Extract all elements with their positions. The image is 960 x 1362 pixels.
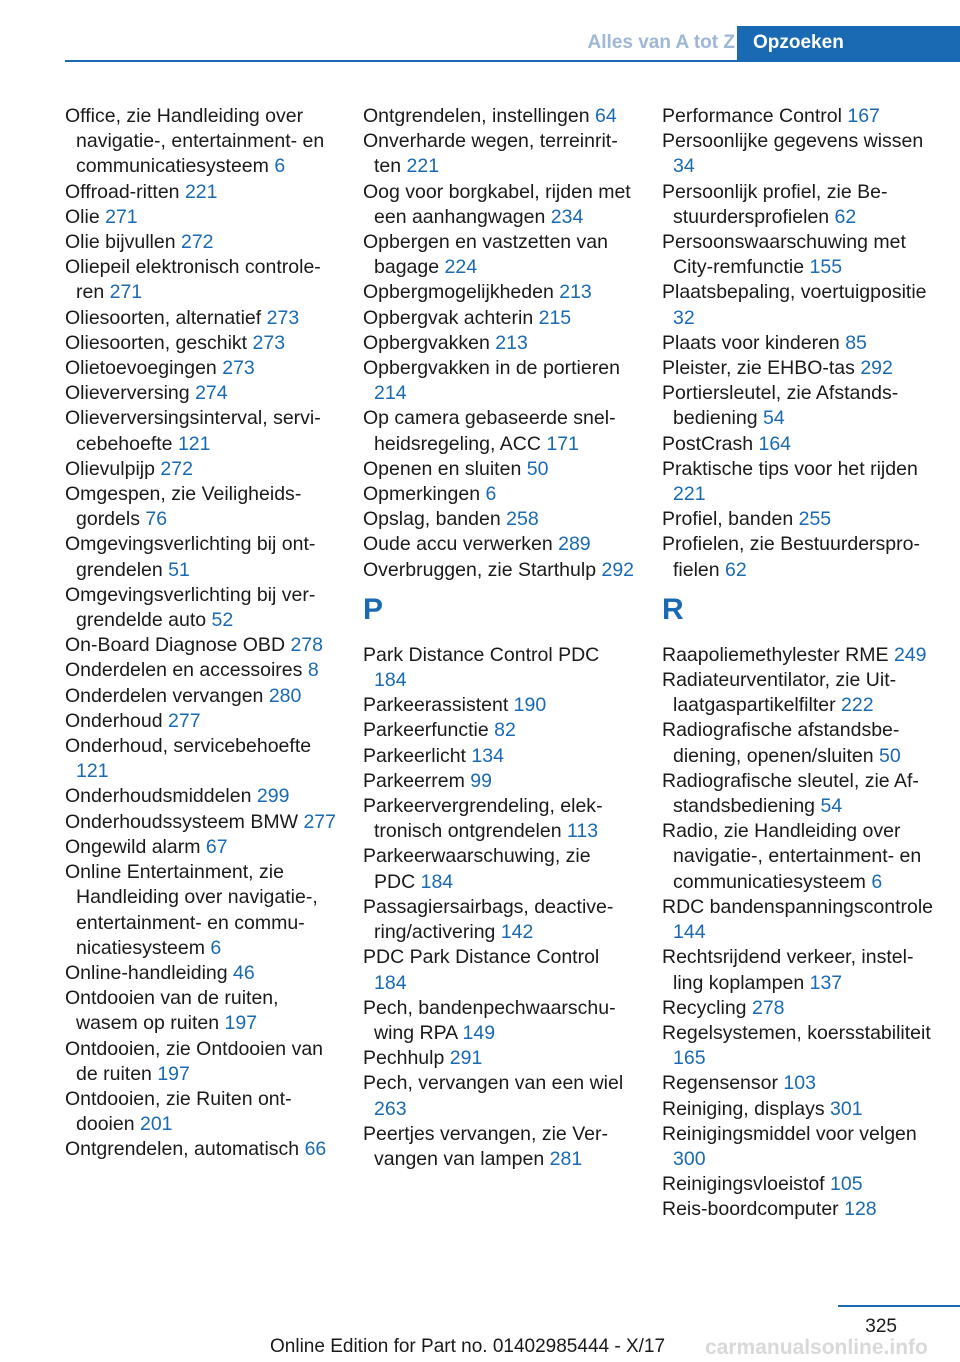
index-entry bbox=[363, 1046, 637, 1071]
index-letter-heading: R bbox=[662, 592, 684, 626]
index-entry bbox=[662, 945, 936, 995]
index-entry bbox=[65, 986, 339, 1036]
index-entry bbox=[662, 230, 936, 280]
page-reference-link[interactable]: 105 bbox=[830, 1173, 863, 1196]
index-entry bbox=[65, 104, 339, 180]
edition-note: Online Edition for Part no. 01402985444 - X/17 bbox=[270, 1336, 666, 1357]
page-reference-link[interactable]: 197 bbox=[157, 1062, 190, 1085]
index-entry-text: Oude accu verwerken bbox=[363, 533, 553, 556]
index-entry-text: Park Distance Control PDC bbox=[363, 643, 600, 666]
page-reference-link[interactable]: 272 bbox=[160, 457, 193, 480]
page-reference-link[interactable]: 299 bbox=[256, 785, 290, 808]
index-entry bbox=[65, 860, 339, 961]
page-reference-link[interactable]: 291 bbox=[449, 1047, 483, 1070]
index-entry bbox=[662, 457, 936, 507]
page-reference-link[interactable]: 273 bbox=[252, 331, 286, 354]
index-column-2 bbox=[363, 104, 637, 1172]
index-entry bbox=[363, 945, 637, 995]
page-reference-link[interactable]: 271 bbox=[105, 205, 138, 228]
index-entry bbox=[662, 356, 936, 381]
page-reference-link[interactable]: 149 bbox=[462, 1021, 496, 1044]
index-entry bbox=[363, 230, 637, 280]
index-entry-text: Oog voor borgkabel, rijden met een aanhangwagen bbox=[363, 180, 631, 228]
index-entry bbox=[363, 180, 637, 230]
page-number: 325 bbox=[865, 1316, 897, 1337]
index-entry-text: Pleister, zie EHBO-tas bbox=[662, 357, 855, 380]
index-entry-text: Parkeerfunctie bbox=[363, 719, 489, 742]
index-entry bbox=[65, 331, 339, 356]
index-entry bbox=[662, 331, 936, 356]
index-entry-text: Profielen, zie Bestuurdersprofielen bbox=[662, 533, 920, 581]
index-entry bbox=[662, 1172, 936, 1197]
page-reference-link[interactable]: 142 bbox=[500, 921, 534, 944]
index-entry bbox=[662, 643, 936, 668]
index-entry-text: Ontdooien van de ruiten, wasem op ruiten bbox=[65, 987, 279, 1035]
index-entry-text: Onderhoud, servicebehoefte bbox=[65, 735, 312, 758]
page-reference-link[interactable]: 222 bbox=[841, 694, 874, 717]
index-entry-text: Onverharde wegen, terreinritten bbox=[363, 130, 618, 178]
index-entry bbox=[363, 794, 637, 844]
index-entry bbox=[662, 129, 936, 179]
index-entry bbox=[662, 1071, 936, 1096]
index-entry-text: Onderhoudsmiddelen bbox=[65, 785, 252, 808]
index-entry bbox=[662, 507, 936, 532]
index-entry-text: Oliesoorten, alternatief bbox=[65, 306, 262, 329]
index-entry bbox=[65, 583, 339, 633]
index-column-3 bbox=[662, 104, 936, 1223]
index-entry-text: Reinigingsmiddel voor velgen bbox=[662, 1122, 917, 1145]
index-entry-text: Profiel, banden bbox=[662, 508, 794, 531]
index-entry-text: Offroad-ritten bbox=[65, 180, 180, 203]
page-reference-link[interactable]: 103 bbox=[783, 1072, 816, 1095]
index-entry bbox=[662, 1021, 936, 1071]
page-reference-link[interactable]: 278 bbox=[751, 996, 785, 1019]
page-reference-link[interactable]: 255 bbox=[798, 508, 832, 531]
index-entry bbox=[662, 668, 936, 718]
index-entry-text: PDC Park Distance Control bbox=[363, 946, 600, 969]
page-reference-link[interactable]: 113 bbox=[566, 820, 599, 843]
page-reference-link[interactable]: 54 bbox=[763, 407, 785, 430]
index-entry bbox=[363, 507, 637, 532]
index-entry-text: Onderdelen vervangen bbox=[65, 684, 264, 707]
page-reference-link[interactable]: 165 bbox=[673, 1047, 706, 1070]
index-entry bbox=[65, 835, 339, 860]
index-entry bbox=[662, 381, 936, 431]
index-entry-text: Radiografische sleutel, zie Afstandsbediening bbox=[662, 769, 919, 818]
page-reference-link[interactable]: 274 bbox=[195, 382, 228, 405]
index-entry-text: Openen en sluiten bbox=[363, 457, 522, 480]
page-reference-link[interactable]: 221 bbox=[673, 483, 706, 506]
page-reference-link[interactable]: 281 bbox=[549, 1147, 583, 1170]
index-entry-text: Parkeerrem bbox=[363, 769, 465, 792]
index-entry-text: Pechhulp bbox=[363, 1047, 445, 1070]
index-letter-heading: P bbox=[363, 592, 384, 626]
index-entry bbox=[363, 558, 637, 583]
index-entry bbox=[363, 769, 637, 794]
index-entry-text: Parkeerlicht bbox=[363, 744, 466, 767]
page-reference-link[interactable]: 164 bbox=[758, 432, 792, 455]
index-entry-text: Parkeerassistent bbox=[363, 694, 509, 717]
index-entry bbox=[65, 230, 339, 255]
index-entry-text: Op camera gebaseerde snelheidsregeling, ACC bbox=[363, 407, 616, 455]
index-entry-text: Online Entertainment, zie Handleiding over navigatie-, entertainment- en communicatiesysteem bbox=[65, 861, 318, 959]
page-reference-link[interactable]: 82 bbox=[494, 719, 516, 742]
page-reference-link[interactable]: 273 bbox=[222, 357, 255, 380]
index-entry-text: Radiateurventilator, zie Uitlaatgaspartikelfilter bbox=[662, 669, 897, 717]
index-entry-text: Omgevingsverlichting bij vergrendelde auto bbox=[65, 583, 316, 632]
index-entry-text: Onderdelen en accessoires bbox=[65, 659, 303, 682]
index-entry bbox=[363, 1122, 637, 1172]
page-reference-link[interactable]: 213 bbox=[559, 281, 592, 304]
index-entry bbox=[662, 996, 936, 1021]
index-entry bbox=[363, 104, 637, 129]
page-reference-link[interactable]: 184 bbox=[374, 971, 407, 994]
index-entry-text: Opbergvakken bbox=[363, 331, 490, 354]
index-entry-text: Reiniging, displays bbox=[662, 1097, 825, 1120]
index-entry-text: Office, zie Handleiding over navigatie-, entertainment- en communicatiesysteem bbox=[65, 105, 325, 178]
index-entry-text: Ontgrendelen, instellingen bbox=[363, 105, 590, 127]
index-entry bbox=[363, 844, 637, 894]
index-entry bbox=[65, 961, 339, 986]
page-reference-link[interactable]: 50 bbox=[879, 744, 901, 767]
page-reference-link[interactable]: 273 bbox=[266, 306, 300, 329]
index-entry-text: Praktische tips voor het rijden bbox=[662, 457, 918, 480]
index-entry-text: Olietoevoegingen bbox=[65, 357, 217, 380]
index-entry-text: Onderhoud bbox=[65, 709, 163, 732]
page-reference-link[interactable]: 292 bbox=[860, 357, 893, 380]
index-entry-text: Reis-boordcomputer bbox=[662, 1198, 839, 1221]
index-entry-text: Online-handleiding bbox=[65, 961, 228, 984]
page-reference-link[interactable]: 99 bbox=[470, 769, 492, 792]
index-entry-text: Oliesoorten, geschikt bbox=[65, 331, 248, 354]
page-reference-link[interactable]: 6 bbox=[210, 936, 222, 959]
index-entry bbox=[363, 718, 637, 743]
page-reference-link[interactable]: 221 bbox=[406, 155, 440, 178]
index-entry-text: Opbergvakken in de portieren bbox=[363, 357, 620, 380]
page-reference-link[interactable]: 249 bbox=[893, 643, 927, 666]
index-entry bbox=[662, 532, 936, 582]
index-entry bbox=[363, 280, 637, 305]
index-entry-text: Opslag, banden bbox=[363, 508, 501, 531]
index-entry bbox=[65, 457, 339, 482]
page-reference-link[interactable]: 144 bbox=[673, 921, 706, 944]
page-reference-link[interactable]: 155 bbox=[809, 256, 843, 279]
index-entry-text: Parkeervergrendeling, elektronisch ontgrendelen bbox=[363, 795, 603, 843]
page-reference-link[interactable]: 171 bbox=[546, 432, 579, 455]
index-entry-text: Rechtsrijdend verkeer, instelling koplampen bbox=[662, 946, 914, 994]
index-entry-text: Olieverversingsinterval, servicebehoefte bbox=[65, 407, 321, 455]
index-entry bbox=[363, 331, 637, 356]
footer-rule bbox=[838, 1305, 960, 1307]
page-reference-link[interactable]: 128 bbox=[844, 1198, 877, 1221]
index-entry bbox=[662, 819, 936, 895]
index-entry-text: Raapoliemethylester RME bbox=[662, 643, 889, 666]
index-entry bbox=[662, 718, 936, 768]
page-reference-link[interactable]: 277 bbox=[168, 709, 201, 732]
index-entry-text: Peertjes vervangen, zie Vervangen van lampen bbox=[363, 1122, 608, 1170]
page-reference-link[interactable]: 46 bbox=[233, 961, 255, 984]
page-reference-link[interactable]: 289 bbox=[558, 533, 591, 556]
page-reference-link[interactable]: 301 bbox=[830, 1097, 863, 1120]
index-entry bbox=[65, 381, 339, 406]
index-entry bbox=[363, 744, 637, 769]
index-entry-text: Opbergvak achterin bbox=[363, 306, 534, 329]
index-entry bbox=[65, 684, 339, 709]
page-reference-link[interactable]: 51 bbox=[168, 558, 190, 581]
index-entry-text: Olie bijvullen bbox=[65, 231, 176, 254]
index-entry bbox=[662, 769, 936, 819]
page-reference-link[interactable]: 52 bbox=[211, 609, 234, 632]
index-entry-text: Ontdooien, zie Ontdooien van de ruiten bbox=[65, 1037, 324, 1085]
page-reference-link[interactable]: 54 bbox=[820, 795, 843, 818]
page-reference-link[interactable]: 300 bbox=[673, 1147, 706, 1170]
page-reference-link[interactable]: 272 bbox=[180, 231, 214, 254]
page-reference-link[interactable]: 121 bbox=[177, 432, 211, 455]
index-entry-text: Opbergmogelijkheden bbox=[363, 281, 554, 304]
index-entry-text: Pech, vervangen van een wiel bbox=[363, 1072, 624, 1095]
index-entry bbox=[662, 180, 936, 230]
index-entry bbox=[662, 280, 936, 330]
index-entry bbox=[65, 709, 339, 734]
page-reference-link[interactable]: 76 bbox=[145, 508, 168, 531]
page-reference-link[interactable]: 224 bbox=[444, 256, 478, 279]
index-entry-text: Ongewild alarm bbox=[65, 835, 201, 858]
index-entry-text: Plaatsbepaling, voertuigpositie bbox=[662, 281, 927, 304]
index-entry bbox=[662, 432, 936, 457]
index-entry bbox=[363, 693, 637, 718]
page-reference-link[interactable]: 277 bbox=[303, 810, 336, 833]
index-entry-text: Ontgrendelen, automatisch bbox=[65, 1138, 300, 1161]
index-entry bbox=[65, 810, 339, 835]
index-entry bbox=[65, 306, 339, 331]
section-title: Alles van A tot Z bbox=[587, 32, 735, 53]
index-entry bbox=[65, 734, 339, 784]
index-entry-text: PostCrash bbox=[662, 432, 754, 455]
page-reference-link[interactable]: 85 bbox=[845, 331, 867, 354]
index-entry-text: Persoonswaarschuwing met City-remfunctie bbox=[662, 231, 906, 279]
index-entry bbox=[363, 482, 637, 507]
index-entry-text: Reinigingsvloeistof bbox=[662, 1173, 825, 1196]
index-entry-text: Parkeerwaarschuwing, zie PDC bbox=[363, 845, 591, 893]
index-entry bbox=[662, 1197, 936, 1222]
index-entry-text: Overbruggen, zie Starthulp bbox=[363, 558, 597, 581]
index-entry bbox=[662, 1122, 936, 1172]
index-entry-text: Omgevingsverlichting bij ontgrendelen bbox=[65, 533, 316, 581]
page-reference-link[interactable]: 134 bbox=[471, 744, 504, 767]
page-reference-link[interactable]: 121 bbox=[76, 760, 109, 783]
page-reference-link[interactable]: 213 bbox=[495, 331, 528, 354]
index-entry-text: Plaats voor kinderen bbox=[662, 331, 840, 354]
page-header bbox=[0, 0, 960, 62]
index-entry bbox=[363, 643, 637, 693]
index-entry bbox=[65, 1137, 339, 1162]
index-entry bbox=[65, 633, 339, 658]
index-entry bbox=[363, 129, 637, 179]
page-reference-link[interactable]: 167 bbox=[847, 105, 880, 127]
index-entry bbox=[65, 658, 339, 683]
index-entry-text: Opbergen en vastzetten van bagage bbox=[363, 231, 608, 279]
index-entry bbox=[363, 406, 637, 456]
page-reference-link[interactable]: 32 bbox=[673, 306, 695, 329]
page-reference-link[interactable]: 62 bbox=[834, 205, 857, 228]
index-entry-text: Regensensor bbox=[662, 1072, 778, 1095]
page-reference-link[interactable]: 292 bbox=[601, 558, 635, 581]
index-entry bbox=[363, 895, 637, 945]
page-reference-link[interactable]: 190 bbox=[513, 694, 547, 717]
index-entry bbox=[65, 1037, 339, 1087]
page-reference-link[interactable]: 197 bbox=[224, 1012, 258, 1035]
page-reference-link[interactable]: 62 bbox=[725, 558, 747, 581]
index-entry-text: Persoonlijke gegevens wissen bbox=[662, 130, 924, 153]
index-entry-text: Recycling bbox=[662, 996, 747, 1019]
page-reference-link[interactable]: 6 bbox=[274, 155, 286, 178]
index-entry-text: Radio, zie Handleiding over navigatie-, entertainment- en communicatiesysteem bbox=[662, 820, 922, 893]
index-column-1 bbox=[65, 104, 339, 1163]
page-reference-link[interactable]: 278 bbox=[290, 634, 323, 657]
index-entry bbox=[363, 457, 637, 482]
index-entry-text: Regelsystemen, koersstabiliteit bbox=[662, 1021, 931, 1044]
index-entry-text: Passagiersairbags, deactivering/activering bbox=[363, 895, 614, 944]
page-reference-link[interactable]: 67 bbox=[205, 835, 228, 858]
page-reference-link[interactable]: 50 bbox=[526, 457, 549, 480]
page-reference-link[interactable]: 201 bbox=[139, 1113, 173, 1136]
page-reference-link[interactable]: 34 bbox=[673, 155, 695, 178]
index-entry bbox=[363, 996, 637, 1046]
page-reference-link[interactable]: 64 bbox=[595, 105, 617, 127]
index-entry bbox=[65, 205, 339, 230]
page-reference-link[interactable]: 221 bbox=[184, 180, 218, 203]
index-entry-text: Pech, bandenpechwaarschuwing RPA bbox=[363, 996, 616, 1044]
index-entry-text: Oliepeil elektronisch controleren bbox=[65, 256, 321, 304]
header-rule bbox=[65, 60, 960, 62]
index-entry bbox=[65, 784, 339, 809]
index-entry bbox=[65, 356, 339, 381]
index-entry bbox=[65, 406, 339, 456]
index-entry-text: Olie bbox=[65, 205, 100, 228]
index-entry-text: Radiografische afstandsbediening, openen/sluiten bbox=[662, 719, 900, 767]
page-reference-link[interactable]: 6 bbox=[485, 483, 497, 506]
index-entry bbox=[65, 532, 339, 582]
index-entry-text: Opmerkingen bbox=[363, 483, 481, 506]
index-entry bbox=[662, 104, 936, 129]
page-reference-link[interactable]: 184 bbox=[374, 669, 407, 692]
index-entry bbox=[662, 895, 936, 945]
index-entry bbox=[65, 180, 339, 205]
page-reference-link[interactable]: 280 bbox=[268, 684, 302, 707]
chapter-tab[interactable]: Opzoeken bbox=[737, 26, 960, 60]
page-reference-link[interactable]: 215 bbox=[538, 306, 572, 329]
page-reference-link[interactable]: 66 bbox=[304, 1138, 327, 1161]
index-entry-text: Ontdooien, zie Ruiten ontdooien bbox=[65, 1087, 292, 1136]
index-entry bbox=[363, 1071, 637, 1121]
index-entry-text: Performance Control bbox=[662, 105, 842, 127]
index-entry-text: Portiersleutel, zie Afstandsbediening bbox=[662, 382, 899, 430]
index-entry bbox=[363, 356, 637, 406]
index-entry bbox=[65, 482, 339, 532]
page-reference-link[interactable]: 137 bbox=[809, 971, 843, 994]
page-reference-link[interactable]: 8 bbox=[307, 659, 319, 682]
index-entry bbox=[65, 1087, 339, 1137]
index-entry-text: Onderhoudssysteem BMW bbox=[65, 810, 299, 833]
index-entry-text: On-Board Diagnose OBD bbox=[65, 634, 286, 657]
watermark: carmanualsonline.info bbox=[705, 1336, 928, 1359]
page-reference-link[interactable]: 184 bbox=[420, 870, 454, 893]
index-entry-text: RDC bandenspanningscontrole bbox=[662, 895, 934, 918]
index-entry-text: Omgespen, zie Veiligheidsgordels bbox=[65, 483, 302, 531]
page-reference-link[interactable]: 6 bbox=[871, 870, 883, 893]
index-entry-text: Olievulpijp bbox=[65, 457, 155, 480]
index-entry bbox=[65, 255, 339, 305]
page-reference-link[interactable]: 271 bbox=[109, 281, 143, 304]
index-entry-text: Persoonlijk profiel, zie Bestuurdersprofielen bbox=[662, 180, 888, 228]
page-reference-link[interactable]: 234 bbox=[550, 205, 584, 228]
index-entry bbox=[363, 532, 637, 557]
page-reference-link[interactable]: 214 bbox=[374, 382, 407, 405]
page-reference-link[interactable]: 263 bbox=[374, 1097, 407, 1120]
index-entry bbox=[363, 306, 637, 331]
page-reference-link[interactable]: 258 bbox=[506, 508, 539, 531]
index-entry bbox=[662, 1097, 936, 1122]
index-entry-text: Olieverversing bbox=[65, 382, 190, 405]
